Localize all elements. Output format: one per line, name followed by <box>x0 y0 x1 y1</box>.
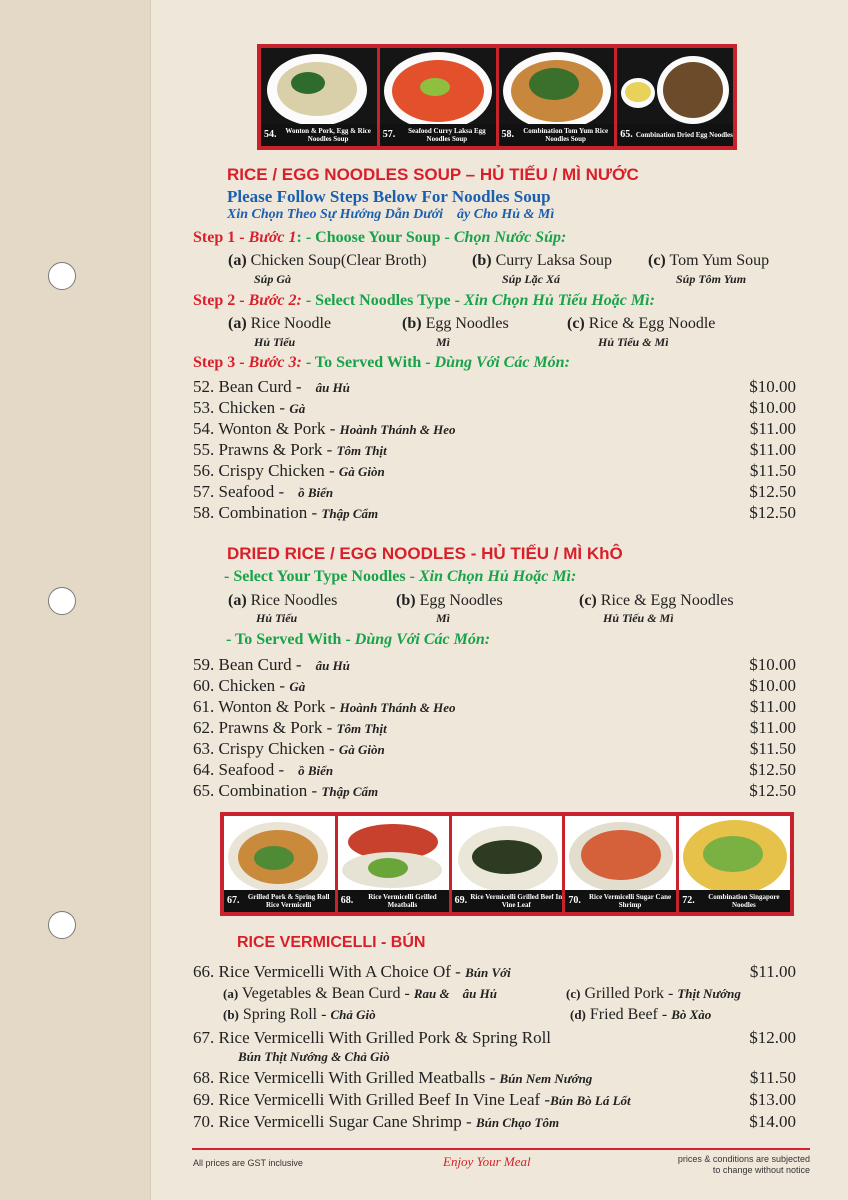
photo-69: 69. Rice Vermicelli Grilled Beef In Vine Leaf <box>452 816 563 912</box>
price: $11.50 <box>749 1068 796 1087</box>
soup-option-b-vn: Súp Lặc Xá <box>502 272 561 286</box>
price: $11.50 <box>749 461 796 480</box>
menu-item: 69. Rice Vermicelli With Grilled Beef In Vine Leaf -Bún Bò Lá Lốt <box>193 1090 631 1109</box>
price: $10.00 <box>749 655 796 674</box>
noodle-option-b: (b) Egg Noodles <box>402 315 509 332</box>
price: $12.50 <box>749 781 796 800</box>
step-2: Step 2 - Bước 2: - Select Noodles Type - Xin Chọn Hủ Tiếu Hoặc Mì: <box>193 292 655 309</box>
menu-item: 70. Rice Vermicelli Sugar Cane Shrimp - Bún Chạo Tôm <box>193 1112 560 1131</box>
price: $10.00 <box>749 377 796 396</box>
soup-option-b: (b) Curry Laksa Soup <box>472 252 612 269</box>
footer-divider <box>192 1148 810 1150</box>
price: $10.00 <box>749 676 796 695</box>
vermicelli-choice-a: (a) Vegetables & Bean Curd - Rau & âu Hủ <box>223 985 497 1002</box>
soup-option-a: (a) Chicken Soup(Clear Broth) <box>228 252 427 269</box>
menu-item: 57. Seafood - ồ Biển <box>193 482 334 501</box>
enjoy-your-meal: Enjoy Your Meal <box>443 1154 531 1169</box>
price: $11.00 <box>749 697 796 716</box>
vermicelli-choice-c: (c) Grilled Pork - Thịt Nướng <box>566 985 741 1002</box>
menu-item: 52. Bean Curd - âu Hủ <box>193 377 350 396</box>
menu-item: 65. Combination - Thập Cẩm <box>193 781 379 800</box>
step-3: Step 3 - Bước 3: - To Served With - Dùng Với Các Món: <box>193 354 570 371</box>
noodle-option-c: (c) Rice & Egg Noodle <box>567 315 716 332</box>
menu-item: 61. Wonton & Pork - Hoành Thánh & Heo <box>193 697 456 716</box>
soup-photo-strip <box>257 44 737 150</box>
price: $12.50 <box>749 503 796 522</box>
photo-67: 67. Grilled Pork & Spring Roll Rice Vermicelli <box>224 816 335 912</box>
price: $11.50 <box>749 739 796 758</box>
binder-spine <box>0 0 151 1200</box>
menu-item: 58. Combination - Thập Cẩm <box>193 503 379 522</box>
soup-instructions-vn: Xin Chọn Theo Sự Hướng Dẫn Dưới ây Cho Hủ & Mì <box>227 207 555 222</box>
soup-instructions: Please Follow Steps Below For Noodles Soup <box>227 187 551 206</box>
vermicelli-section-title: RICE VERMICELLI - BÚN <box>237 934 426 951</box>
binder-hole <box>48 262 76 290</box>
noodle-option-b-vn: Mì <box>436 335 451 349</box>
price: $12.50 <box>749 482 796 501</box>
price: $14.00 <box>749 1112 796 1131</box>
menu-item: 67. Rice Vermicelli With Grilled Pork & Spring Roll <box>193 1028 552 1047</box>
step-1: Step 1 - Bước 1: - Choose Your Soup - Chọn Nước Súp: <box>193 229 567 246</box>
menu-item: 64. Seafood - ồ Biển <box>193 760 334 779</box>
photo-57: 57. Seafood Curry Laksa Egg Noodles Soup <box>380 48 496 146</box>
conditions-note: prices & conditions are subjected to change without notice <box>677 1154 810 1175</box>
noodle-option-a-vn: Hủ Tiếu <box>254 335 296 349</box>
vermicelli-photo-strip <box>220 812 794 916</box>
menu-item: 56. Crispy Chicken - Gà Giòn <box>193 461 385 480</box>
price: $10.00 <box>749 398 796 417</box>
photo-65: 65. Combination Dried Egg Noodles <box>617 48 733 146</box>
dried-served-with: - To Served With - Dùng Với Các Món: <box>226 631 491 648</box>
noodle-option-c-vn: Hủ Tiếu & Mì <box>598 335 669 349</box>
price: $12.50 <box>749 760 796 779</box>
dried-option-a-vn: Hủ Tiếu <box>256 611 298 625</box>
dried-option-b: (b) Egg Noodles <box>396 592 503 609</box>
menu-item: 54. Wonton & Pork - Hoành Thánh & Heo <box>193 419 456 438</box>
photo-68: 68. Rice Vermicelli Grilled Meatballs <box>338 816 449 912</box>
price: $13.00 <box>749 1090 796 1109</box>
dried-option-c-vn: Hủ Tiếu & Mì <box>603 611 674 625</box>
photo-58: 58. Combination Tom Yum Rice Noodles Soup <box>499 48 615 146</box>
dried-section-title: DRIED RICE / EGG NOODLES - HỦ TIẾU / MÌ KhÔ <box>227 544 623 563</box>
soup-option-c-vn: Súp Tôm Yum <box>676 272 747 286</box>
vermicelli-choice-b: (b) Spring Roll - Chả Giò <box>223 1006 376 1023</box>
price: $11.00 <box>749 962 796 981</box>
gst-note: All prices are GST inclusive <box>193 1158 303 1168</box>
menu-item: 53. Chicken - Gà <box>193 398 306 417</box>
dried-select-type: - Select Your Type Noodles - Xin Chọn Hủ Hoặc Mì: <box>224 568 577 585</box>
soup-option-c: (c) Tom Yum Soup <box>648 252 770 269</box>
photo-54: 54. Wonton & Pork, Egg & Rice Noodles Soup <box>261 48 377 146</box>
vermicelli-choice-d: (d) Fried Beef - Bò Xào <box>570 1006 712 1023</box>
binder-hole <box>48 587 76 615</box>
noodle-option-a: (a) Rice Noodle <box>228 315 332 332</box>
dried-option-c: (c) Rice & Egg Noodles <box>579 592 734 609</box>
menu-item: 60. Chicken - Gà <box>193 676 306 695</box>
dried-option-a: (a) Rice Noodles <box>228 592 338 609</box>
menu-item: 55. Prawns & Pork - Tôm Thịt <box>193 440 387 459</box>
menu-item: 66. Rice Vermicelli With A Choice Of - Bún Với <box>193 962 511 981</box>
price: $11.00 <box>749 419 796 438</box>
price: $11.00 <box>749 440 796 459</box>
soup-option-a-vn: Súp Gà <box>254 272 292 286</box>
price: $11.00 <box>749 718 796 737</box>
binder-hole <box>48 911 76 939</box>
menu-item: 68. Rice Vermicelli With Grilled Meatballs - Bún Nem Nướng <box>193 1068 593 1087</box>
photo-72: 72. Combination Singapore Noodles <box>679 816 790 912</box>
menu-item: 63. Crispy Chicken - Gà Giòn <box>193 739 385 758</box>
item-67-vn: Bún Thịt Nướng & Chả Giò <box>238 1049 390 1064</box>
soup-section-title: RICE / EGG NOODLES SOUP – HỦ TIẾU / MÌ NƯỚC <box>227 165 639 184</box>
photo-70: 70. Rice Vermicelli Sugar Cane Shrimp <box>565 816 676 912</box>
menu-item: 62. Prawns & Pork - Tôm Thịt <box>193 718 387 737</box>
dried-option-b-vn: Mì <box>436 611 451 625</box>
price: $12.00 <box>749 1028 796 1047</box>
menu-item: 59. Bean Curd - âu Hủ <box>193 655 350 674</box>
